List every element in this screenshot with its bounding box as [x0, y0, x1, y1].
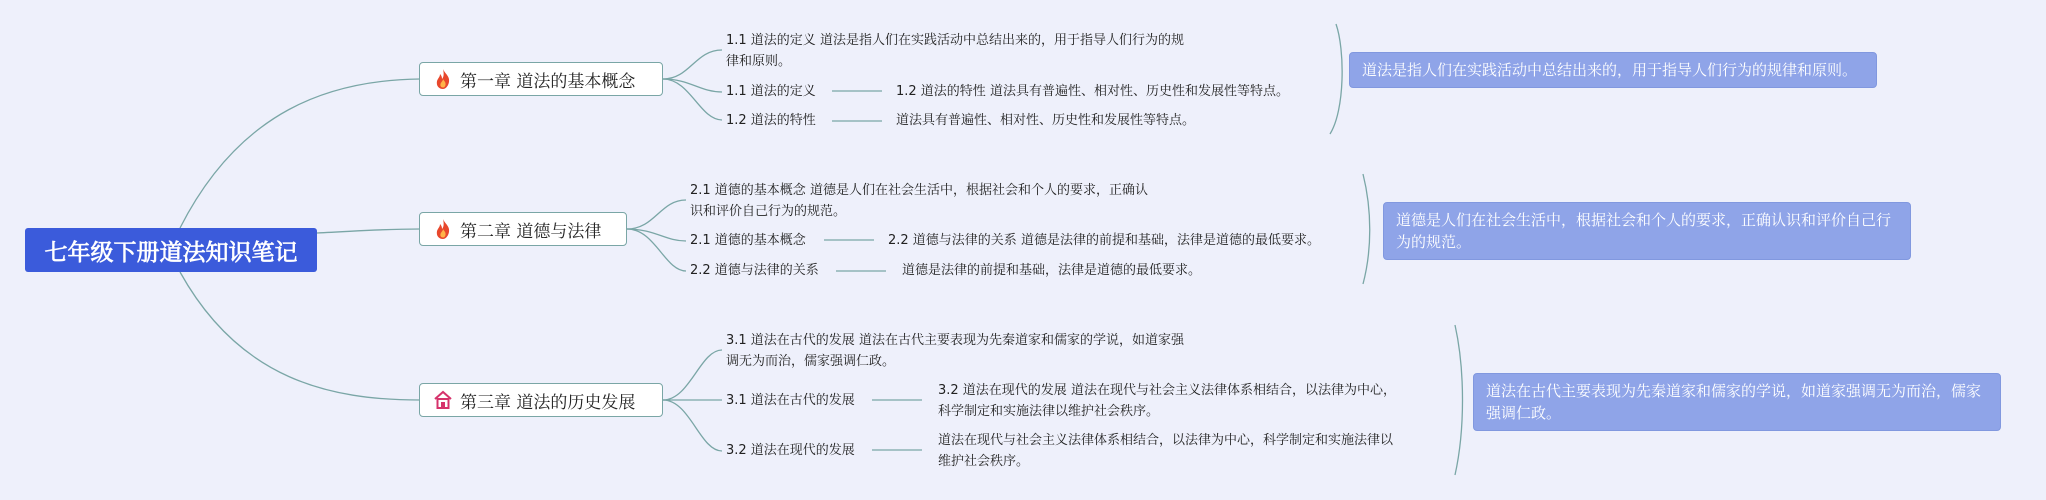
topic-detail[interactable]: [938, 380, 1396, 422]
fire-icon: [432, 218, 454, 240]
topic-detail-line2: 维护社会秩序。: [938, 454, 1030, 469]
summary-node[interactable]: 道法是指人们在实践活动中总结出来的，用于指导人们行为的规律和原则。: [1349, 52, 1877, 88]
topic-detail[interactable]: [938, 430, 1393, 472]
topic-lead-line1: 1.1 道法的定义 道法是指人们在实践活动中总结出来的，用于指导人们行为的规: [726, 33, 1184, 48]
summary-node[interactable]: 道法在古代主要表现为先秦道家和儒家的学说，如道家强调无为而治，儒家强调仁政。: [1473, 373, 2001, 431]
topic-detail[interactable]: 道德是法律的前提和基础，法律是道德的最低要求。: [902, 263, 1202, 278]
chapter-title: 第二章 道德与法律: [460, 221, 602, 242]
topic-lead-line2: 律和原则。: [726, 54, 792, 69]
topic-detail-line1: 3.2 道法在现代的发展 道法在现代与社会主义法律体系相结合，以法律为中心，: [938, 383, 1396, 398]
root-node[interactable]: [25, 228, 317, 272]
chapter-title: 第一章 道法的基本概念: [460, 71, 636, 92]
topic-lead[interactable]: [726, 30, 1184, 72]
chapter-node-2[interactable]: [419, 212, 627, 246]
topic-detail[interactable]: 道法具有普遍性、相对性、历史性和发展性等特点。: [896, 113, 1196, 128]
topic-label[interactable]: 1.1 道法的定义: [726, 84, 816, 99]
chapter-node-3[interactable]: [419, 383, 663, 417]
summary-node[interactable]: 道德是人们在社会生活中，根据社会和个人的要求，正确认识和评价自己行为的规范。: [1383, 202, 1911, 260]
topic-lead[interactable]: [690, 180, 1148, 222]
topic-lead-line2: 识和评价自己行为的规范。: [690, 204, 847, 219]
topic-lead[interactable]: [726, 330, 1184, 372]
topic-detail-line1: 道法在现代与社会主义法律体系相结合，以法律为中心，科学制定和实施法律以: [938, 433, 1394, 448]
topic-label[interactable]: 3.1 道法在古代的发展: [726, 393, 855, 408]
topic-lead-line1: 3.1 道法在古代的发展 道法在古代主要表现为先秦道家和儒家的学说，如道家强: [726, 333, 1184, 348]
topic-detail-line2: 科学制定和实施法律以维护社会秩序。: [938, 404, 1160, 419]
home-icon: [432, 389, 454, 411]
root-title: 七年级下册道法知识笔记: [44, 239, 298, 266]
fire-icon: [432, 68, 454, 90]
topic-label[interactable]: 2.1 道德的基本概念: [690, 233, 806, 248]
topic-lead-line1: 2.1 道德的基本概念 道德是人们在社会生活中，根据社会和个人的要求，正确认: [690, 183, 1148, 198]
topic-label[interactable]: 1.2 道法的特性: [726, 113, 816, 128]
chapter-title: 第三章 道法的历史发展: [460, 392, 636, 413]
topic-detail[interactable]: 2.2 道德与法律的关系 道德是法律的前提和基础，法律是道德的最低要求。: [888, 233, 1320, 248]
topic-label[interactable]: 3.2 道法在现代的发展: [726, 443, 855, 458]
chapter-node-1[interactable]: [419, 62, 663, 96]
topic-label[interactable]: 2.2 道德与法律的关系: [690, 263, 819, 278]
topic-detail[interactable]: 1.2 道法的特性 道法具有普遍性、相对性、历史性和发展性等特点。: [896, 84, 1289, 99]
topic-lead-line2: 调无为而治，儒家强调仁政。: [726, 354, 896, 369]
